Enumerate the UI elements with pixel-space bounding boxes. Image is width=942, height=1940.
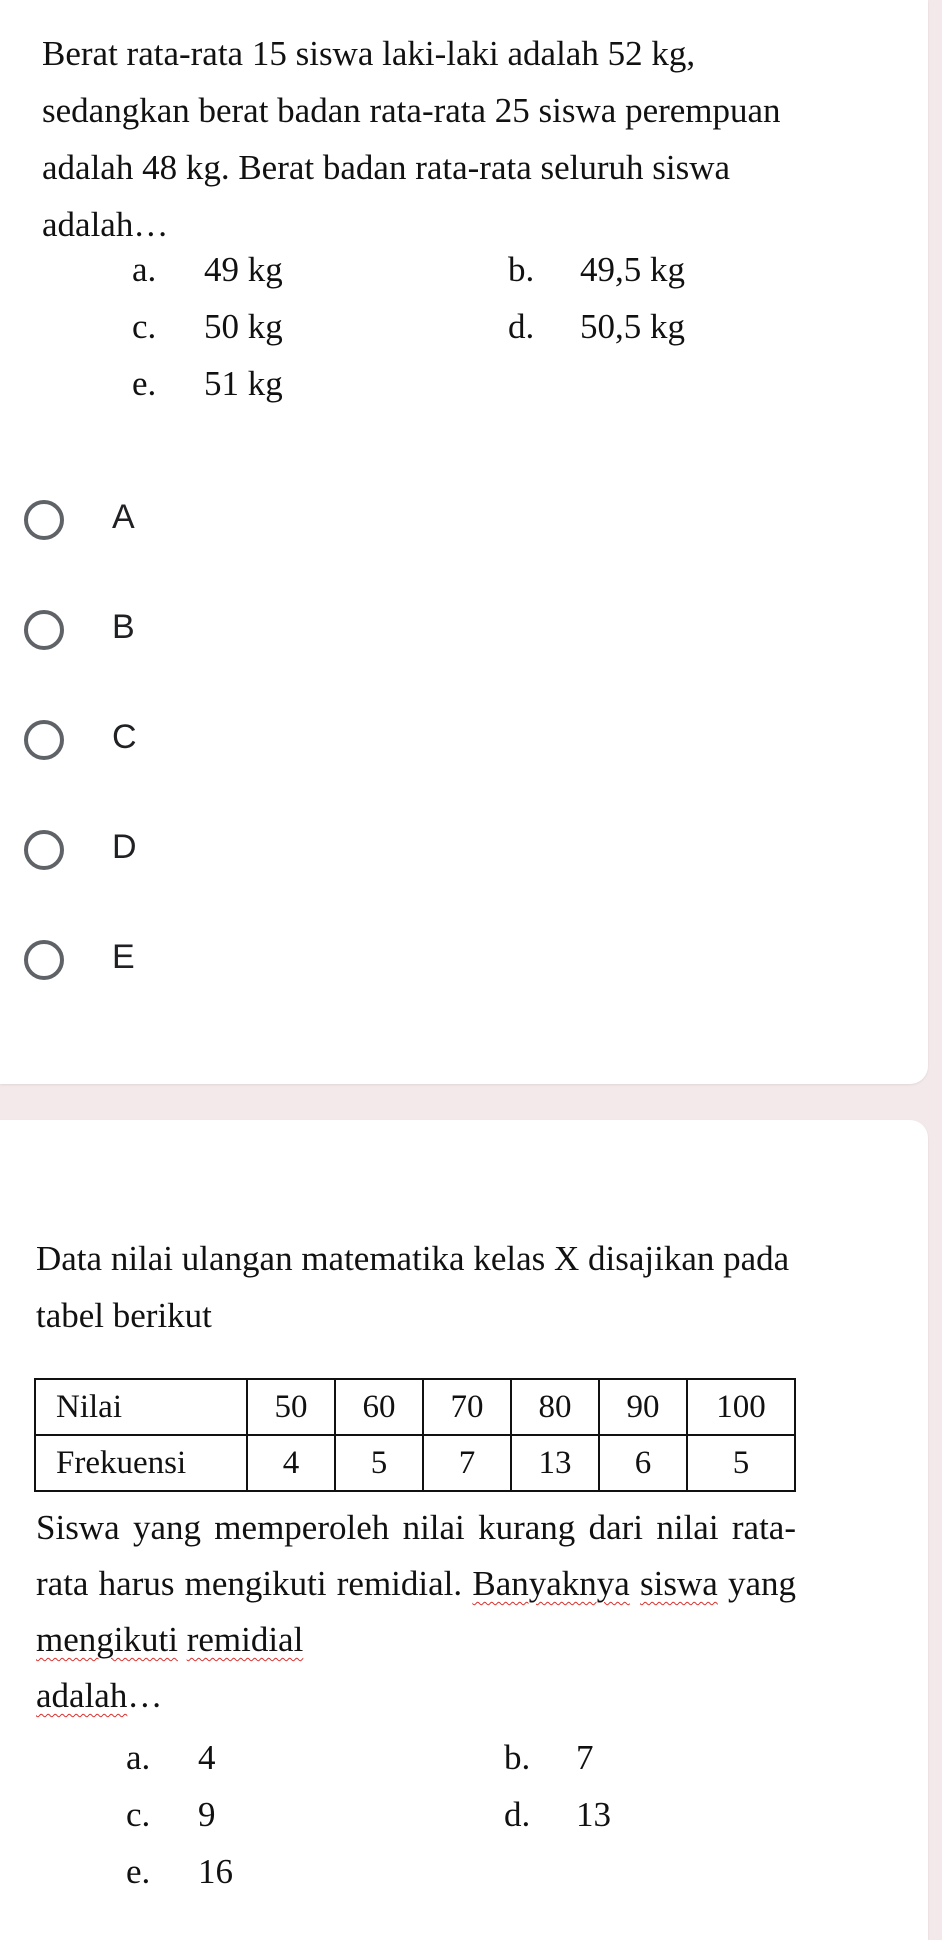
table-header-cell: Nilai <box>35 1379 247 1435</box>
radio-circle-icon[interactable] <box>24 720 64 760</box>
radio-circle-icon[interactable] <box>24 610 64 650</box>
score-table <box>34 1378 796 1492</box>
table-row <box>35 1435 795 1491</box>
q2-option-c: c. 9 <box>126 1795 216 1834</box>
q2-option-e: e. 16 <box>126 1852 233 1891</box>
radio-circle-icon[interactable] <box>24 500 64 540</box>
table-cell: 13 <box>511 1435 599 1491</box>
q1-option-a: a. 49 kg <box>132 250 283 289</box>
q1-option-e: e. 51 kg <box>132 364 283 403</box>
radio-label-d: D <box>112 828 137 866</box>
radio-label-c: C <box>112 718 137 756</box>
radio-label-e: E <box>112 938 135 976</box>
table-cell: 4 <box>247 1435 335 1491</box>
table-cell: 7 <box>423 1435 511 1491</box>
table-cell: 5 <box>687 1435 795 1491</box>
table-cell: 60 <box>335 1379 423 1435</box>
q1-option-d: d. 50,5 kg <box>508 307 685 346</box>
question-2-text: Siswa yang memperoleh nilai kurang dari nilai rata-rata harus mengikuti remidial. Banyaknya siswa yang mengikuti remidial adalah… <box>36 1508 797 1715</box>
radio-circle-icon[interactable] <box>24 940 64 980</box>
table-row <box>35 1379 795 1435</box>
radio-label-a: A <box>112 498 135 536</box>
q2-option-d: d. 13 <box>504 1795 611 1834</box>
table-cell: 90 <box>599 1379 687 1435</box>
table-cell: 100 <box>687 1379 795 1435</box>
table-cell: 5 <box>335 1435 423 1491</box>
table-cell: 6 <box>599 1435 687 1491</box>
table-cell: 80 <box>511 1379 599 1435</box>
radio-circle-icon[interactable] <box>24 830 64 870</box>
q1-option-c: c. 50 kg <box>132 307 283 346</box>
table-header-cell: Frekuensi <box>35 1435 247 1491</box>
q2-option-a: a. 4 <box>126 1738 216 1777</box>
q1-option-b: b. 49,5 kg <box>508 250 685 289</box>
radio-label-b: B <box>112 608 135 646</box>
question-2-intro: Data nilai ulangan matematika kelas X disajikan pada tabel berikut <box>36 1239 790 1335</box>
question-1-text: Berat rata-rata 15 siswa laki-laki adalah 52 kg, sedangkan berat badan rata-rata 25 siswa perempuan adalah 48 kg. Berat badan rata-rata seluruh siswa adalah… <box>42 34 781 244</box>
table-cell: 50 <box>247 1379 335 1435</box>
table-cell: 70 <box>423 1379 511 1435</box>
q2-option-b: b. 7 <box>504 1738 594 1777</box>
